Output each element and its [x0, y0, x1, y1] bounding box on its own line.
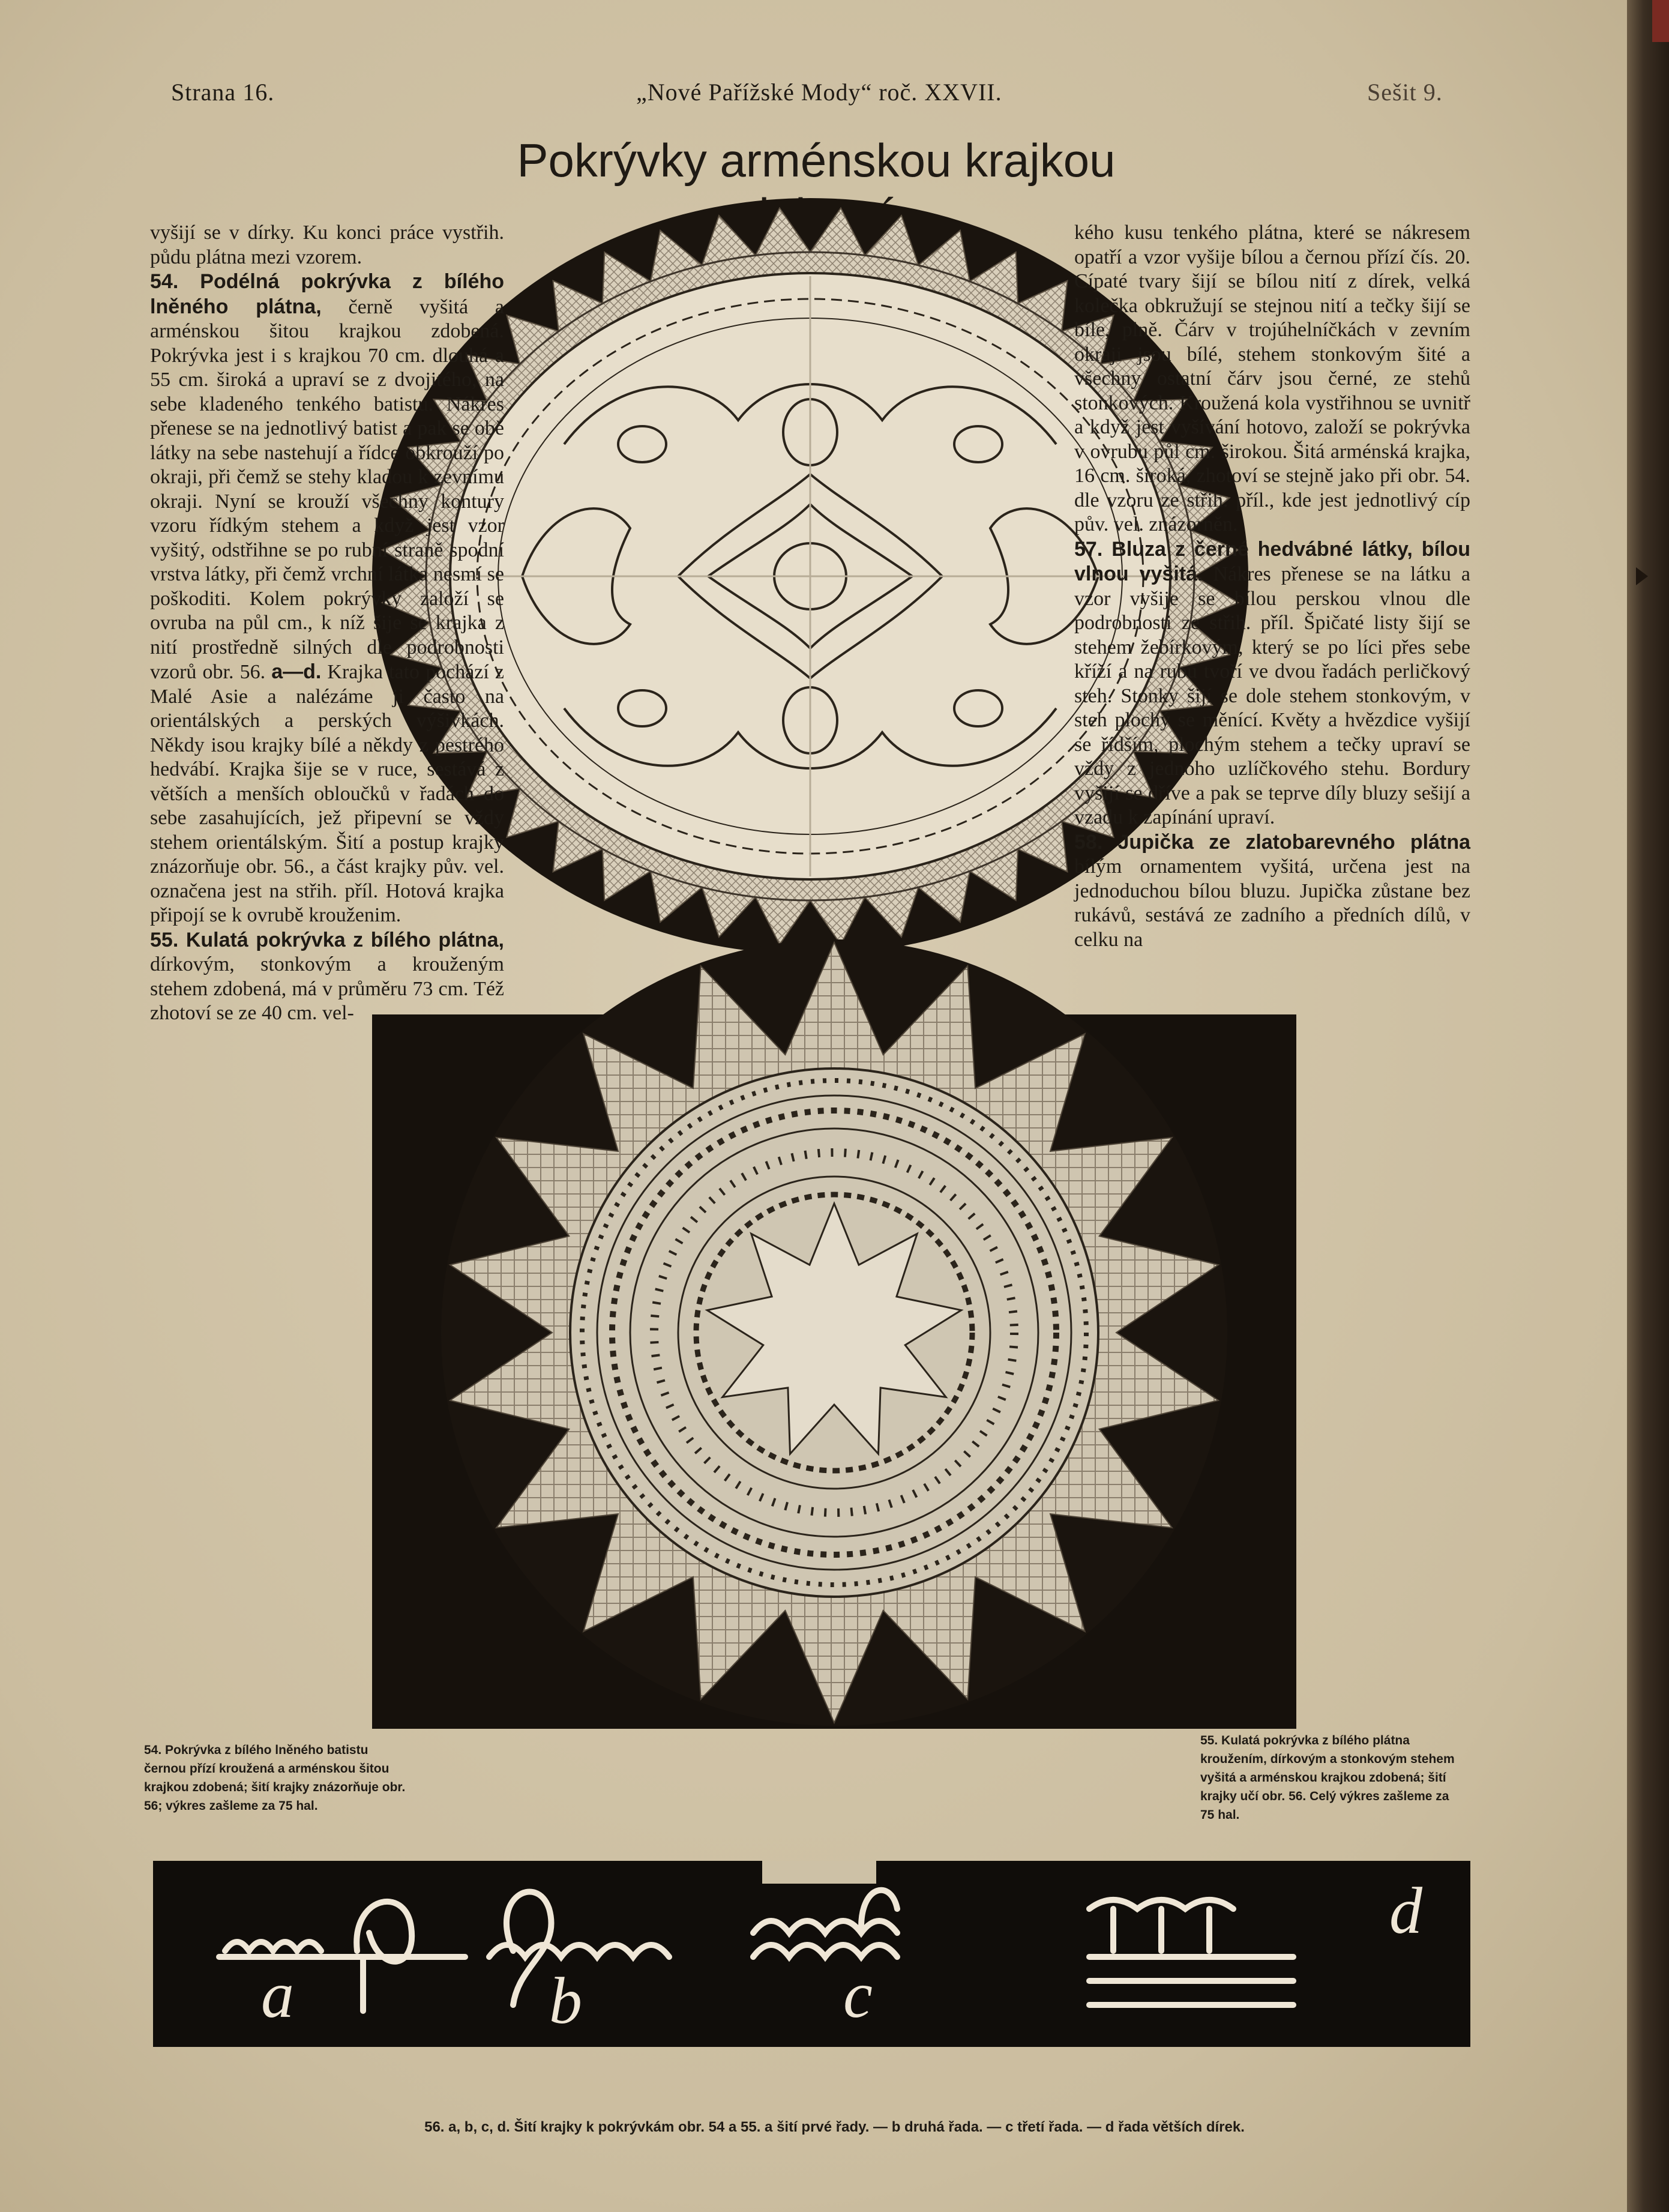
intro-text: vyšijí se v dírky. Ku konci práce vystřih. půdu plátna mezi vzorem. — [150, 222, 504, 268]
item-55-heading: 55. Kulatá pokrývka z bílého plátna, — [150, 928, 504, 951]
item-55-text-continued: kého kusu tenkého plátna, které se nákresem opatří a vzor vyšije bílou a černou přízí čís. 20. Cípaté tvary šijí se bílou nití z dírek, velká kolečka obkružují se stejnou nití a tečky šijí se bíle, plně. Čárv v trojúhelníčkách v zevním okraji jsou bílé, stehem stonkovým šité a všechny ostatní čárv jsou černé, ze stehů stonkových. Kroužená kola vystřihnou se uvnitř a když jest vyšívání hotovo, založí se pokrývka v ovrubu půl cm. širokou. Šitá arménská krajka, 16 cm. široká, zhotoví se stejně jako při obr. 54. dle vzoru ze střih. příl., kde jest jednotlivý cíp pův. vel. znázorněn. — [1074, 222, 1470, 535]
stitch-label-b: b — [549, 1964, 582, 2037]
magazine-title: „Nové Pařížské Mody“ roč. XXVII. — [636, 79, 1002, 106]
round-star-lace-cover-figure — [336, 936, 1332, 1729]
item-57-heading: 57. Bluza z černé hedvábné látky, bílou vlnou vyšitá. — [1074, 537, 1470, 585]
figure-54-caption: 54. Pokrývka z bílého lněného batistu černou přízí kroužená a arménskou šitou krajkou zdobená; šití krajky znázorňuje obr. 56; výkres zašleme za 75 hal. — [144, 1743, 406, 1813]
stitch-label-a: a — [261, 1958, 294, 2031]
item-54-reference: a—d. — [271, 660, 322, 683]
item-55-text: dírkovým, stonkovým a krouženým stehem zdobená, má v průměru 73 cm. Též zhotoví se ze 40 cm. vel- — [150, 953, 504, 1024]
item-54-text: černě vyšitá a arménskou šitou krajkou zdobená. Pokrývka jest i s krajkou 70 cm. dlouhá a 55 cm. široká a upraví se z dvojitého, na sebe kladeného tenkého batistu. Nákres přenese se na jednotlivý batist a pak se obě látky na sebe nastehují a řídce obkrouží po okraji, při čemž se stehy kladou k zevnímu okraji. Nyní se krouží všechny kontury vzoru řídkým stehem a když jest vzor vyšitý, odstřihne se po rubní straně spodní vrstva látky, při čemž vrchní látka nesmí se poškoditi. Kolem pokrývky založí se ovruba na půl cm., k níž šije se krajka z nití prostředně silných dle podrobnosti vzorů obr. 56. — [150, 295, 505, 683]
figure-56-caption: 56. a, b, c, d. Šití krajky k pokrývkám obr. 54 a 55. a šití prvé řady. — b druhá řada. — c třetí řada. — d řada větších dírek. — [424, 2119, 1245, 2135]
spine-ribbon — [1652, 0, 1669, 42]
figure-55-caption: 55. Kulatá pokrývka z bílého plátna kroužením, dírkovým a stonkovým stehem vyšitá a arménskou krajkou zdobená; šití krajky učí obr. 56. Celý výkres zašleme za 75 hal. — [1200, 1734, 1455, 1822]
item-58-heading: 58. Jupička ze zlatobarevného plátna — [1074, 830, 1470, 854]
item-54-text-continued: Krajka tato pochází z Malé Asie a nalézáme ji často na orientálských a perských výšivkách. Někdy isou krajky bílé a někdy z pestrého hedvábí. Krajka šije se v ruce, sestává z větších a menších obloučků v řadách do sebe zasahujících, jež připevní se vždy stehem orientálským. Šití a postup krajky znázorňuje obr. 56., a část krajky pův. vel. označena jest na střih. příl. Hotová krajka připojí se k ovrubě krouženim. — [150, 661, 505, 926]
stitch-diagram-drawings — [153, 1861, 1470, 2047]
page-arrow-icon — [1633, 564, 1651, 588]
stitch-label-d: d — [1389, 1874, 1422, 1947]
right-column — [1074, 221, 1470, 952]
page-number: Strana 16. — [171, 79, 275, 106]
page-title: Pokrývky arménskou krajkou — [517, 134, 1116, 187]
left-column — [150, 221, 504, 1026]
issue-number: Sešit 9. — [1367, 79, 1443, 106]
item-54-heading: 54. Podélná pokrývka z bílého lněného plátna, — [150, 270, 504, 318]
book-spine — [1627, 0, 1669, 2212]
item-58-text: bílým ornamentem vyšitá, určena jest na jednoduchou bílou bluzu. Jupička zůstane bez rukávů, sestává ze zadního a předních dílů, v celku na — [1074, 855, 1470, 951]
item-57-text: Nákres přenese se na látku a vzor vyšije se bílou perskou vlnou dle podrobnosti ze střih. příl. Špičaté listy šijí se stehem žebírkovým, který se po líci přes sebe kříží a na rubu tvoří ve dvou řadách perličkový steh. Stonky šijí se dole stehem stonkovým, v steh plochý se měnící. Květy a hvězdice vyšijí se řídším, plochým stehem a tečky upraví se vždy z jednoho uzlíčkového stehu. Bordury vyšijí se dříve a pak se teprve díly bluzy sešijí a vzadu k zapínání upraví. — [1074, 563, 1470, 828]
stitch-label-c: c — [843, 1958, 873, 2031]
